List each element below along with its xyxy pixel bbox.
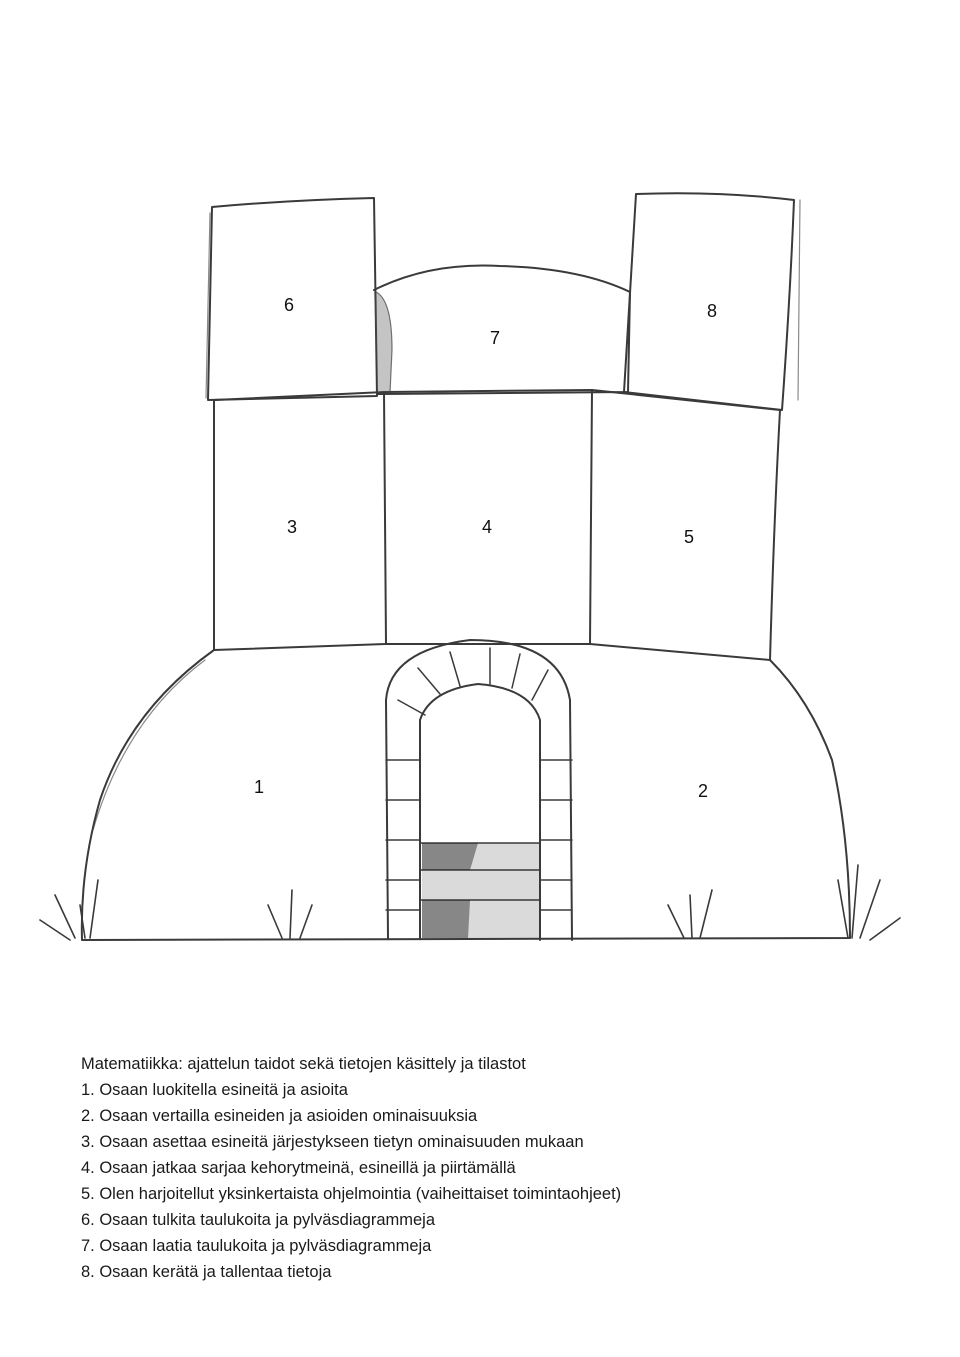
block-number-8: 8	[707, 301, 718, 321]
skill-item: 8. Osaan kerätä ja tallentaa tietoja	[81, 1263, 332, 1281]
description-heading: Matematiikka: ajattelun taidot sekä tietojen käsittely ja tilastot	[81, 1055, 526, 1073]
block-5-outline	[590, 390, 780, 660]
block-number-7: 7	[490, 328, 501, 348]
skill-item: 4. Osaan jatkaa sarjaa kehorytmeinä, esineillä ja piirtämällä	[81, 1159, 516, 1177]
block-number-6: 6	[284, 295, 295, 315]
block-number-1: 1	[254, 777, 265, 797]
block-3-outline	[214, 392, 386, 650]
skill-item: 3. Osaan asettaa esineitä järjestykseen tietyn ominaisuuden mukaan	[81, 1133, 584, 1151]
block-number-3: 3	[287, 517, 298, 537]
block-number-2: 2	[698, 781, 709, 801]
skill-item: 7. Osaan laatia taulukoita ja pylväsdiagrammeja	[81, 1237, 432, 1255]
skills-description	[81, 1051, 901, 1285]
skill-item: 2. Osaan vertailla esineiden ja asioiden ominaisuuksia	[81, 1107, 478, 1125]
skill-item: 1. Osaan luokitella esineitä ja asioita	[81, 1081, 348, 1099]
block-7-outline	[374, 266, 630, 395]
block-number-4: 4	[482, 517, 493, 537]
skill-item: 5. Olen harjoitellut yksinkertaista ohjelmointia (vaiheittaiset toimintaohjeet)	[81, 1185, 622, 1203]
block-number-5: 5	[684, 527, 695, 547]
skill-item: 6. Osaan tulkita taulukoita ja pylväsdiagrammeja	[81, 1211, 436, 1229]
